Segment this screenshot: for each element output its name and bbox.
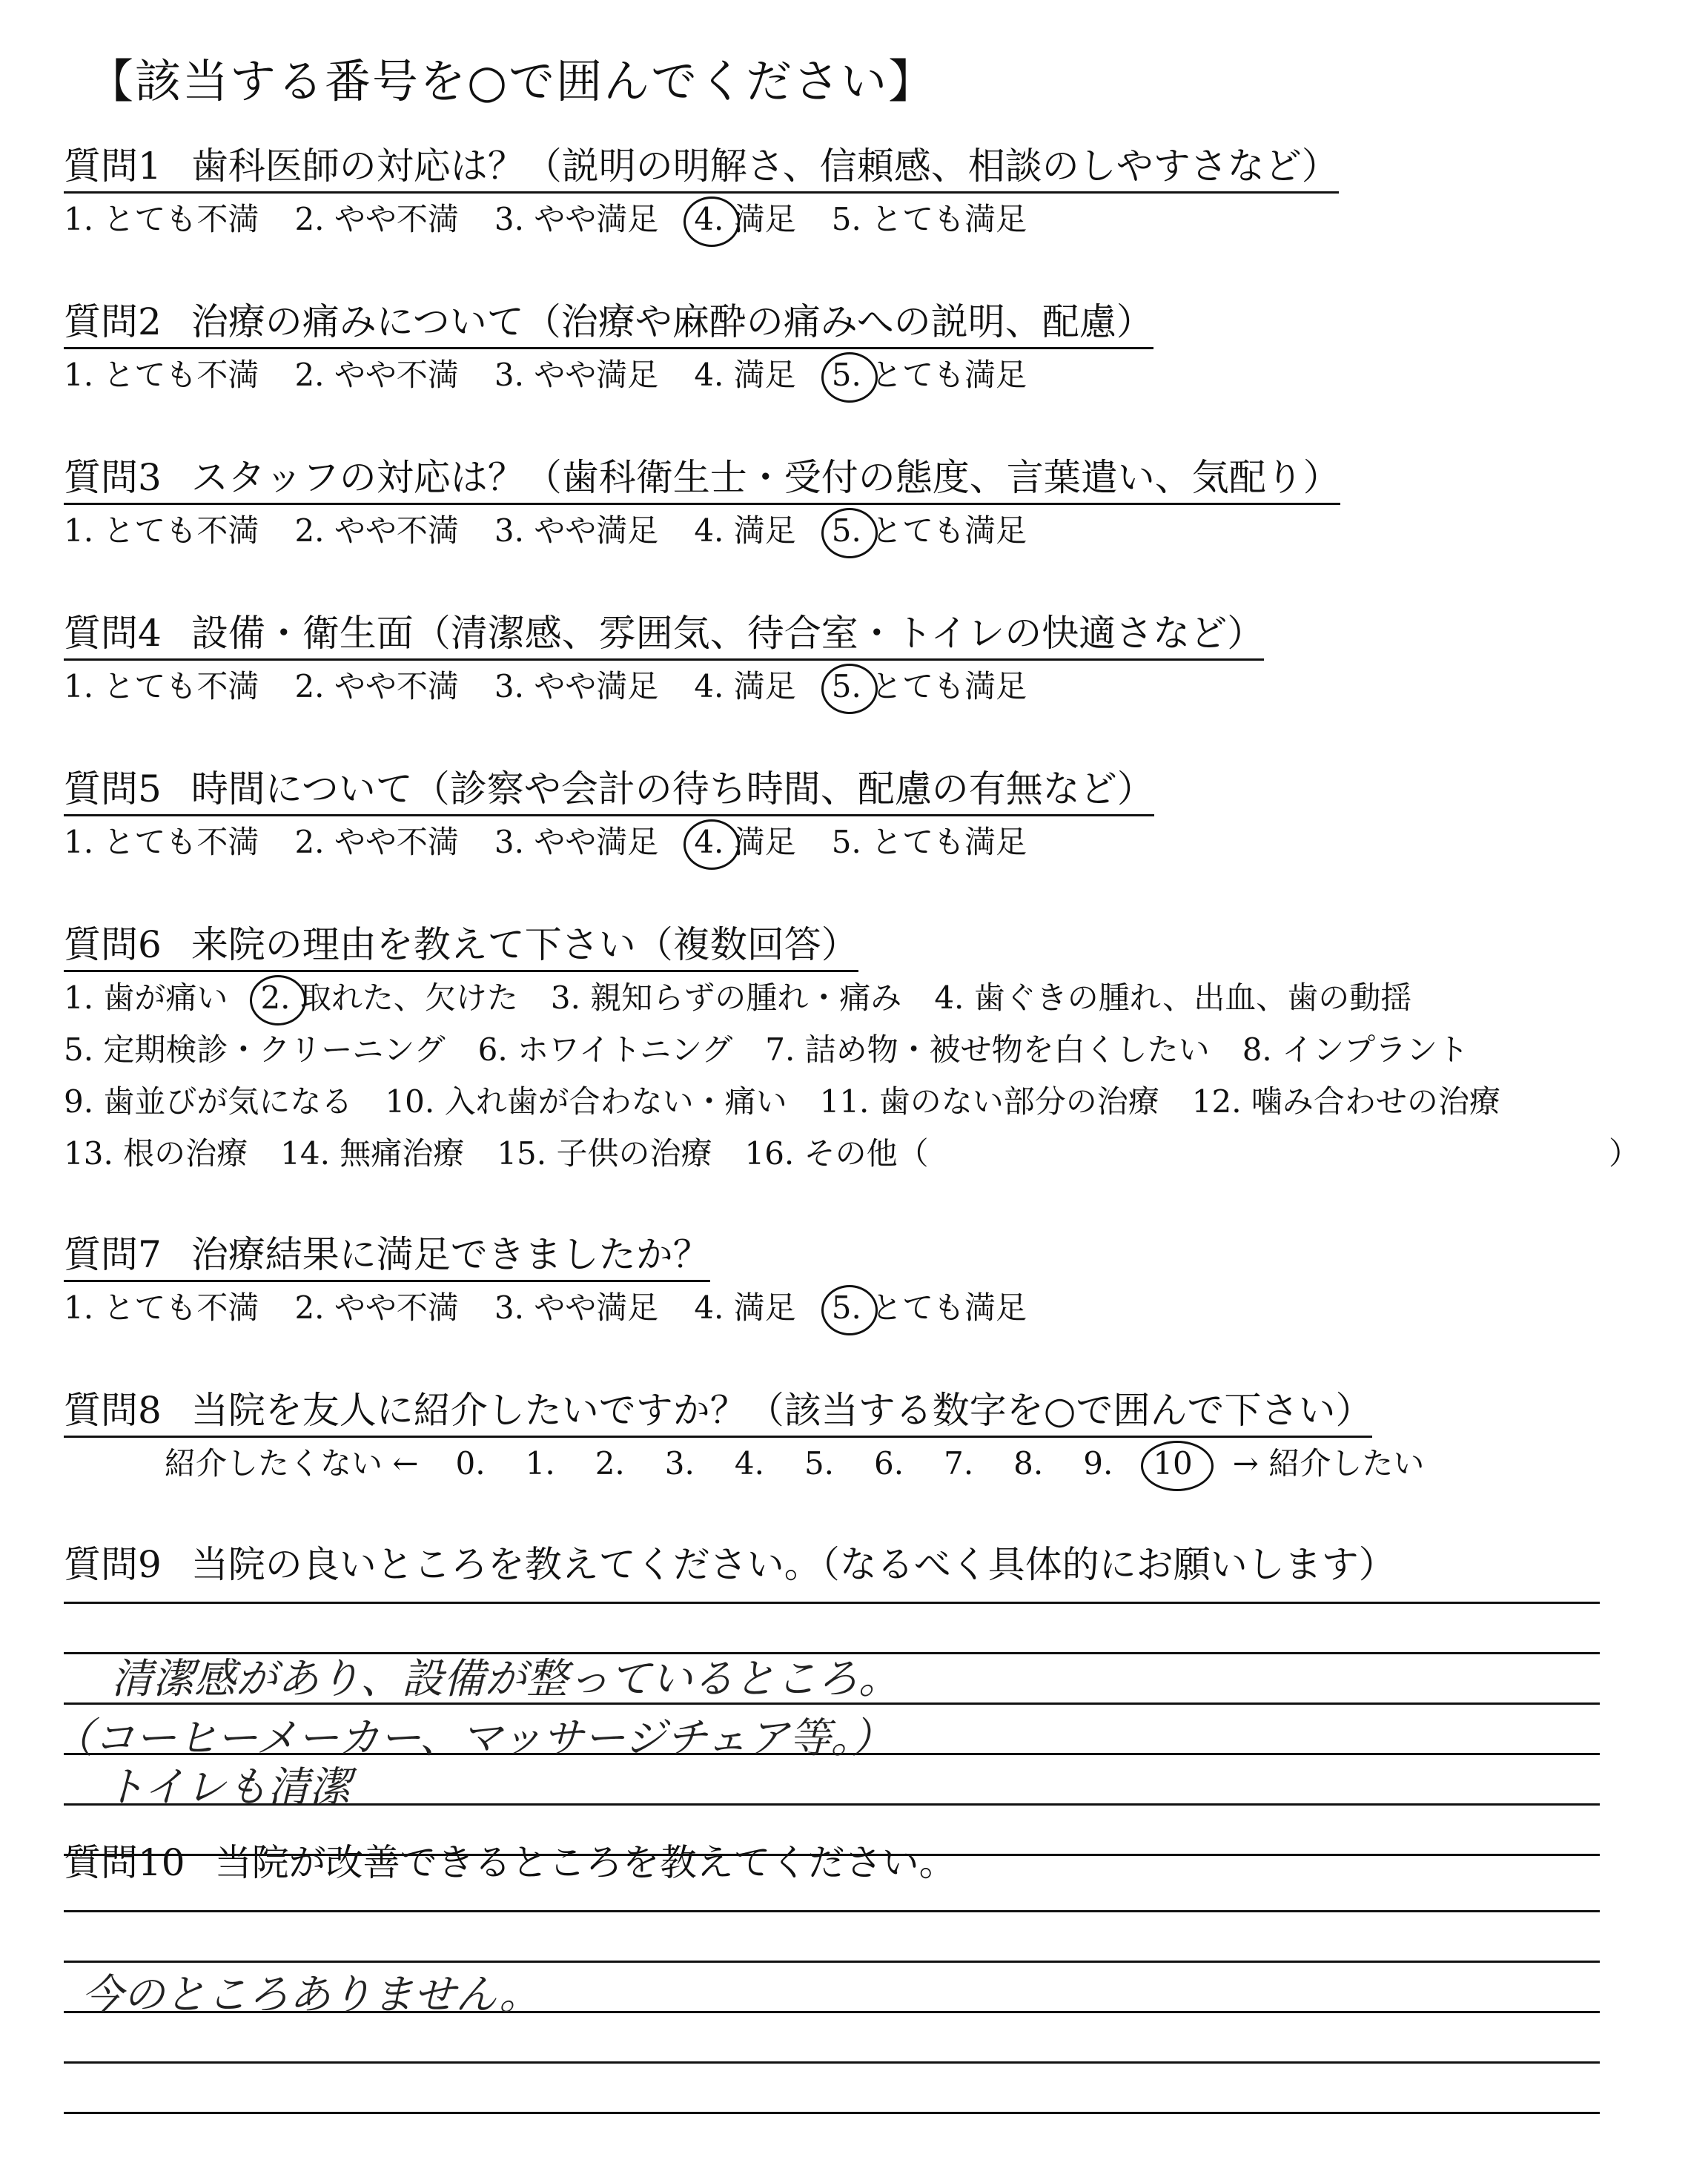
question-2-options — [64, 349, 1153, 401]
option-1[interactable]: 1. とても不満 — [64, 201, 259, 237]
question-9-heading — [64, 1541, 1396, 1588]
question-7-heading — [64, 1231, 710, 1282]
option-10[interactable]: 10. 入れ歯が合わない・痛い — [385, 1083, 787, 1120]
option-5[interactable]: 5. とても満足 — [831, 824, 1027, 860]
option-4-selected[interactable]: 4. 満足 — [694, 194, 795, 245]
option-1[interactable]: 1. 歯が痛い — [64, 980, 228, 1016]
question-2-heading — [64, 298, 1153, 349]
question-4 — [64, 610, 1264, 713]
option-9[interactable]: 9. 歯並びが気になる — [64, 1083, 353, 1120]
option-12[interactable]: 12. 噛み合わせの治療 — [1191, 1083, 1500, 1120]
question-number: 質問8 — [64, 1389, 162, 1432]
scale-0[interactable]: 0. — [455, 1445, 486, 1482]
scale-3[interactable]: 3. — [664, 1445, 695, 1482]
options-row — [64, 972, 1533, 1024]
handwritten-answer-line: トイレも清潔 — [104, 1763, 351, 1811]
scale-1[interactable]: 1. — [525, 1445, 555, 1482]
scale-6[interactable]: 6. — [874, 1445, 904, 1482]
handwritten-answer-line: 清潔感があり、設備が整っているところ。 — [111, 1655, 900, 1703]
question-1-heading — [64, 142, 1339, 194]
scale-4[interactable]: 4. — [734, 1445, 764, 1482]
page-title: 【該当する番号を○で囲んでください】 — [87, 54, 936, 108]
question-5-heading — [64, 765, 1154, 816]
question-3 — [64, 454, 1340, 557]
question-text: 来院の理由を教えて下さい（複数回答） — [191, 923, 858, 966]
scale-2[interactable]: 2. — [595, 1445, 625, 1482]
scale-9[interactable]: 9. — [1083, 1445, 1113, 1482]
option-4[interactable]: 4. 歯ぐきの腫れ、出血、歯の動揺 — [934, 980, 1412, 1016]
question-text: 当院の良いところを教えてください。（なるべく具体的にお願いします） — [191, 1543, 1396, 1586]
option-2[interactable]: 2. やや不満 — [294, 357, 459, 393]
question-9 — [64, 1541, 1396, 1588]
question-number: 質問5 — [64, 767, 162, 810]
option-11[interactable]: 11. 歯のない部分の治療 — [819, 1083, 1159, 1120]
question-4-heading — [64, 610, 1264, 661]
option-7[interactable]: 7. 詰め物・被せ物を白くしたい — [765, 1031, 1210, 1068]
option-13[interactable]: 13. 根の治療 — [64, 1135, 248, 1172]
question-number: 質問6 — [64, 923, 162, 966]
option-4[interactable]: 4. 満足 — [694, 512, 796, 549]
question-10 — [64, 1839, 956, 1886]
question-5-options — [64, 816, 1154, 868]
question-text: 時間について（診察や会計の待ち時間、配慮の有無など） — [191, 767, 1154, 810]
answer-line — [64, 1910, 1600, 1912]
question-6-heading — [64, 921, 858, 972]
option-2[interactable]: 2. やや不満 — [294, 1289, 459, 1326]
question-text: 治療の痛みについて（治療や麻酔の痛みへの説明、配慮） — [191, 300, 1153, 343]
handwritten-answer-line: 今のところありません。 — [82, 1971, 541, 2019]
option-3[interactable]: 3. やや満足 — [494, 357, 659, 393]
option-4[interactable]: 4. 満足 — [694, 357, 796, 393]
question-text: 当院が改善できるところを教えてください。 — [214, 1841, 956, 1884]
options-row — [64, 1128, 1641, 1180]
answer-line — [64, 2112, 1600, 2114]
option-8[interactable]: 8. インプラント — [1242, 1031, 1469, 1068]
question-3-options — [64, 505, 1340, 557]
option-2[interactable]: 2. やや不満 — [294, 201, 459, 237]
option-5[interactable]: 5. とても満足 — [831, 201, 1027, 237]
scale-5[interactable]: 5. — [804, 1445, 835, 1482]
scale-left-label: 紹介したくない ← — [165, 1445, 419, 1482]
handwritten-answer-line: （コーヒーメーカー、マッサージチェア等。） — [52, 1714, 893, 1763]
question-7-options — [64, 1282, 1062, 1334]
options-row — [64, 1076, 1533, 1128]
question-number: 質問3 — [64, 456, 162, 499]
question-text: 当院を友人に紹介したいですか？（該当する数字を○で囲んで下さい） — [191, 1389, 1373, 1432]
question-text: 歯科医師の対応は？（説明の明解さ、信頼感、相談のしやすさなど） — [191, 145, 1339, 188]
question-number: 質問2 — [64, 300, 162, 343]
option-1[interactable]: 1. とても不満 — [64, 668, 259, 704]
question-1 — [64, 142, 1339, 245]
question-10-heading — [64, 1839, 956, 1886]
option-6[interactable]: 6. ホワイトニング — [477, 1031, 733, 1068]
option-15[interactable]: 15. 子供の治療 — [497, 1135, 712, 1172]
scale-7[interactable]: 7. — [944, 1445, 974, 1482]
option-5-selected[interactable]: 5. とても満足 — [832, 505, 1027, 557]
question-5 — [64, 765, 1154, 868]
options-row — [64, 1024, 1533, 1076]
question-8-heading — [64, 1387, 1372, 1438]
answer-line — [64, 1602, 1600, 1604]
option-4[interactable]: 4. 満足 — [694, 1289, 796, 1326]
option-16-other[interactable]: 16. その他（ — [744, 1135, 929, 1172]
question-6 — [64, 921, 1641, 1180]
question-number: 質問4 — [64, 612, 162, 655]
question-text: 設備・衛生面（清潔感、雰囲気、待合室・トイレの快適さなど） — [191, 612, 1265, 655]
question-number: 質問10 — [64, 1841, 185, 1884]
question-1-options — [64, 194, 1339, 245]
option-1[interactable]: 1. とても不満 — [64, 824, 259, 860]
question-number: 質問9 — [64, 1543, 162, 1586]
option-5-selected[interactable]: 5. とても満足 — [832, 661, 1027, 713]
option-3[interactable]: 3. 親知らずの腫れ・痛み — [550, 980, 902, 1016]
question-text: 治療結果に満足できましたか？ — [191, 1233, 710, 1276]
option-3[interactable]: 3. やや満足 — [494, 512, 659, 549]
question-text: スタッフの対応は？（歯科衛生士・受付の態度、言葉遣い、気配り） — [191, 456, 1340, 499]
option-5-selected[interactable]: 5. とても満足 — [832, 1282, 1027, 1334]
option-2[interactable]: 2. やや不満 — [294, 512, 459, 549]
recommend-scale — [165, 1438, 1424, 1490]
option-1[interactable]: 1. とても不満 — [64, 512, 259, 549]
option-3[interactable]: 3. やや満足 — [494, 201, 659, 237]
option-5-selected[interactable]: 5. とても満足 — [832, 349, 1027, 401]
scale-right-label: → 紹介したい — [1232, 1445, 1425, 1482]
question-2 — [64, 298, 1153, 401]
question-3-heading — [64, 454, 1340, 505]
option-1[interactable]: 1. とても不満 — [64, 1289, 259, 1326]
scale-8[interactable]: 8. — [1013, 1445, 1044, 1482]
other-close-paren: ） — [1609, 1135, 1641, 1172]
answer-line — [64, 2061, 1600, 2064]
question-number: 質問7 — [64, 1233, 162, 1276]
question-number: 質問1 — [64, 145, 162, 188]
option-5[interactable]: 5. 定期検診・クリーニング — [64, 1031, 446, 1068]
question-4-options — [64, 661, 1264, 713]
option-3[interactable]: 3. やや満足 — [494, 1289, 659, 1326]
option-3[interactable]: 3. やや満足 — [494, 668, 659, 704]
option-1[interactable]: 1. とても不満 — [64, 357, 259, 393]
option-2[interactable]: 2. やや不満 — [294, 668, 459, 704]
option-4-selected[interactable]: 4. 満足 — [694, 816, 795, 868]
option-3[interactable]: 3. やや満足 — [494, 824, 659, 860]
option-2-selected[interactable]: 2. 取れた、欠けた — [260, 972, 517, 1024]
option-4[interactable]: 4. 満足 — [694, 668, 796, 704]
option-2[interactable]: 2. やや不満 — [294, 824, 459, 860]
question-7 — [64, 1231, 1062, 1334]
option-14[interactable]: 14. 無痛治療 — [280, 1135, 465, 1172]
question-6-options — [64, 972, 1641, 1180]
question-8 — [64, 1387, 1424, 1490]
scale-10-selected[interactable]: 10 — [1153, 1438, 1192, 1490]
